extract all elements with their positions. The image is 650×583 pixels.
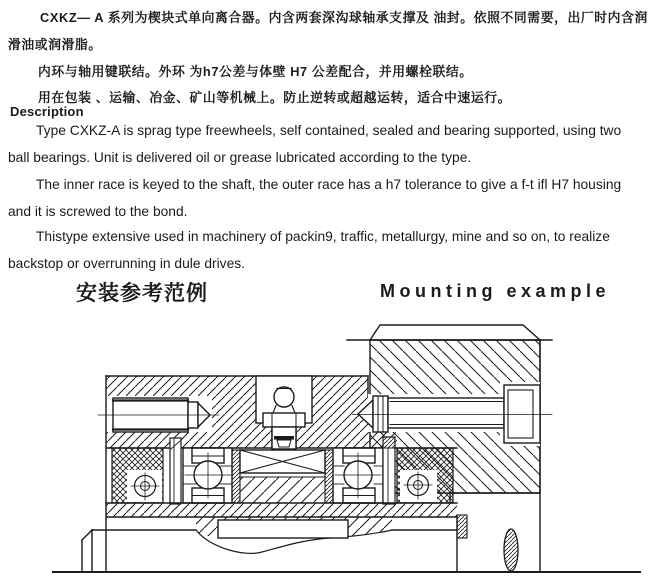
right-seal: [397, 448, 453, 503]
left-set-screw: [98, 396, 219, 432]
intro-line-4: 用在包装 、运输、冶金、矿山等机械上。防止逆转或超越运转，适合中速运行。: [38, 90, 512, 105]
intro-line-1: CXKZ— A 系列为楔块式单向离合器。内含两套深沟球轴承支撑及 油封。依照不同需要，出厂时内含润: [40, 10, 648, 25]
description-p3-line2: backstop or overrunning in dule drives.: [8, 256, 245, 271]
intro-line-2: 滑油或润滑脂。: [8, 37, 102, 52]
bottom-flange: [106, 503, 457, 517]
figure-caption-en: Mounting example: [380, 281, 611, 301]
left-cover-pin: [170, 438, 181, 504]
description-p2-line2: and it is screwed to the bond.: [8, 204, 188, 219]
sprag-cage: [232, 450, 333, 503]
left-seal: [112, 448, 163, 503]
description-p1-line2: ball bearings. Unit is delivered oil or grease lubricated according to the type.: [8, 150, 472, 165]
right-cover-pin: [383, 437, 395, 504]
right-ball-bearing: [333, 448, 383, 503]
description-p1-line1: Type CXKZ-A is sprag type freewheels, self contained, sealed and bearing supported, using two: [36, 123, 622, 138]
pedestal: [92, 517, 457, 560]
figure-caption-zh: 安装参考范例: [76, 282, 208, 305]
rod-end-ellipse: [504, 529, 518, 571]
description-heading: Description: [10, 104, 84, 119]
left-ball-bearing: [183, 448, 232, 503]
intro-line-3: 内环与轴用键联结。外环 为h7公差与体壁 H7 公差配合，并用螺栓联结。: [38, 64, 473, 79]
description-p2-line1: The inner race is keyed to the shaft, the outer race has a h7 tolerance to give a f-t ifl H7 housing: [36, 177, 622, 192]
description-p3-line1: Thistype extensive used in machinery of packin9, traffic, metallurgy, mine and so on, to realize: [36, 229, 610, 244]
